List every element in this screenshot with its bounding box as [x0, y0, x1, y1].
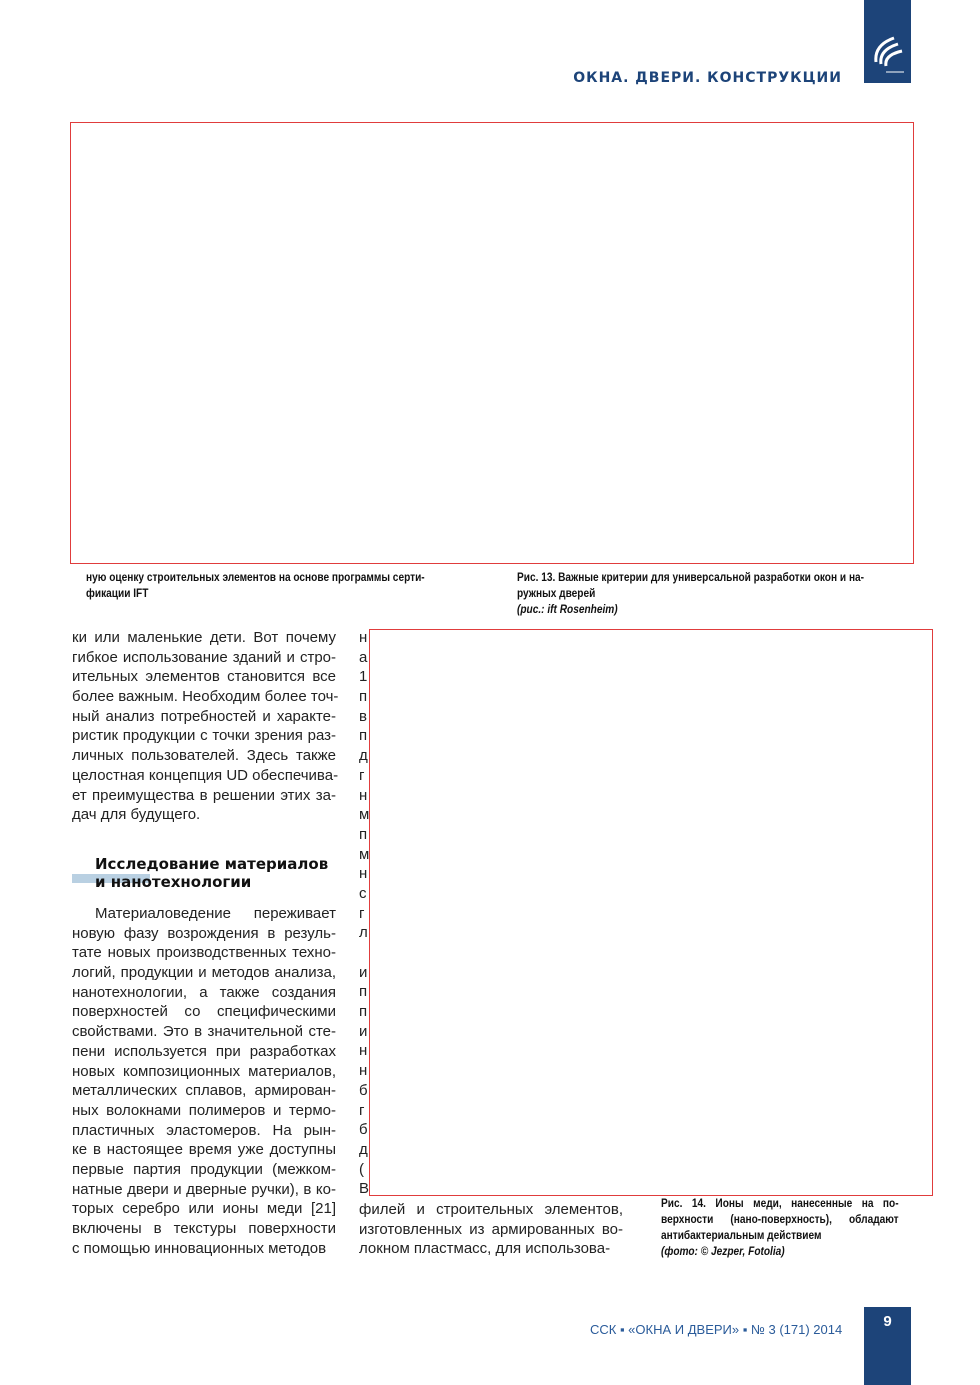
- text-line: н: [359, 1062, 368, 1080]
- caption-line: антибактериальным действием: [661, 1230, 822, 1242]
- page-number: 9: [864, 1307, 911, 1385]
- text-line: поверхностей со специфическими: [72, 1003, 336, 1021]
- text-line: ки или маленькие дети. Вот почему: [72, 629, 336, 646]
- text-line: и: [359, 963, 368, 981]
- text-line: включены в текстуры поверхности: [72, 1220, 336, 1237]
- section-title: ОКНА. ДВЕРИ. КОНСТРУКЦИИ: [573, 70, 842, 86]
- text-line: н: [359, 865, 368, 883]
- text-line: ристик продукции с точки зрения раз-: [72, 727, 336, 745]
- text-line: г: [359, 766, 365, 784]
- text-line: пени используется при разработках: [72, 1042, 336, 1060]
- text-line: свойствами. Это в значительной сте-: [72, 1023, 336, 1041]
- footer-issue: ССК ▪ «ОКНА И ДВЕРИ» ▪ № 3 (171) 2014: [590, 1322, 843, 1337]
- text-line: г: [359, 904, 365, 922]
- caption-line: ружных дверей: [517, 588, 596, 600]
- figure-14-image: [369, 629, 933, 1196]
- heading-line: Исследование материалов: [95, 855, 329, 873]
- caption-credit: (рис.: ift Rosenheim): [517, 604, 618, 616]
- text-line: н: [359, 629, 368, 646]
- text-line: ных волокнами полимеров и термо-: [72, 1101, 336, 1119]
- text-line: б: [359, 1121, 368, 1139]
- text-line: личных пользователей. Здесь также: [72, 747, 336, 765]
- text-line: дач для будущего.: [72, 806, 201, 824]
- header-logo-tab: [864, 0, 911, 83]
- text-line: тате новых производственных техно-: [72, 944, 336, 962]
- text-line: пластичных эластомеров. На рын-: [72, 1121, 336, 1139]
- section-heading: [95, 855, 328, 891]
- text-line: л: [359, 924, 368, 942]
- text-line: филей и строительных элементов,: [359, 1201, 623, 1218]
- caption-line: Рис. 14. Ионы меди, нанесенные на по-: [661, 1198, 899, 1210]
- figure-13-caption: [517, 570, 904, 618]
- text-line: г: [359, 1101, 365, 1119]
- text-line: (: [359, 1160, 364, 1178]
- text-line: п: [359, 825, 368, 843]
- heading-line: и нанотехнологии: [95, 873, 252, 891]
- text-line: новую фазу возрождения в резуль-: [72, 924, 336, 942]
- text-line: п: [359, 1003, 368, 1021]
- text-line: логий, продукции и методов анализа,: [72, 964, 336, 982]
- text-line: д: [359, 747, 368, 765]
- text-line: гибкое использование зданий и стро-: [72, 648, 336, 666]
- text-line: 1: [359, 668, 368, 686]
- logo-icon: [864, 0, 911, 83]
- text-line: нанотехнологии, а также создания: [72, 983, 336, 1001]
- text-line: д: [359, 1140, 368, 1158]
- text-line: б: [359, 1081, 368, 1099]
- text-line: В: [359, 1180, 370, 1198]
- text-line: первые партия продукции (межком-: [72, 1160, 336, 1178]
- text-line: Материаловедение переживает: [95, 905, 336, 922]
- text-line: м: [359, 806, 370, 824]
- text-line: локном пластмасс, для использова-: [359, 1240, 611, 1258]
- text-line: ный анализ потребностей и характе-: [72, 707, 336, 725]
- text-line: п: [359, 727, 368, 745]
- text-line: торых серебро или ионы меди [21]: [72, 1200, 336, 1218]
- text-line: металлических сплавов, армирован-: [72, 1082, 336, 1100]
- figure-14-caption: [661, 1196, 899, 1260]
- text-line: более важным. Необходим более точ-: [72, 688, 339, 706]
- text-line: в: [359, 707, 367, 725]
- caption-line: верхности (нано-поверхность), обладают: [661, 1214, 899, 1226]
- text-line: натные двери и дверные ручки), в ко-: [72, 1180, 336, 1198]
- text-line: п: [359, 983, 368, 1001]
- text-line: с: [359, 884, 367, 902]
- text-line: и: [359, 1022, 368, 1040]
- caption-line: Рис. 13. Важные критерии для универсальной разработки окон и на-: [517, 572, 865, 584]
- caption-line: фикации IFT: [86, 588, 149, 600]
- text-line: изготовленных из армированных во-: [359, 1220, 623, 1238]
- left-column-paragraph-1: [72, 628, 339, 825]
- text-line: с помощью инновационных методов: [72, 1239, 327, 1257]
- text-line: новых композиционных материалов,: [72, 1062, 336, 1080]
- text-line: а: [359, 648, 368, 666]
- text-line: н: [359, 1042, 368, 1060]
- caption-line: ную оценку строительных элементов на основе программы серти-: [86, 572, 425, 584]
- text-line: ке в настоящее время уже доступны: [72, 1141, 336, 1159]
- text-line: м: [359, 845, 370, 863]
- text-line: ет преимущества в решении этих за-: [72, 786, 336, 804]
- figure-12-13-image: [70, 122, 914, 564]
- text-line: целостная концепция UD обеспечива-: [72, 766, 339, 784]
- text-line: п: [359, 688, 368, 706]
- figure-12-caption: [86, 570, 464, 602]
- middle-column-tail: [359, 1200, 623, 1259]
- left-column-paragraph-2: [72, 904, 336, 1258]
- text-line: н: [359, 786, 368, 804]
- text-line: ительных элементов становится все: [72, 668, 336, 686]
- caption-credit: (фото: © Jezper, Fotolia): [661, 1246, 785, 1258]
